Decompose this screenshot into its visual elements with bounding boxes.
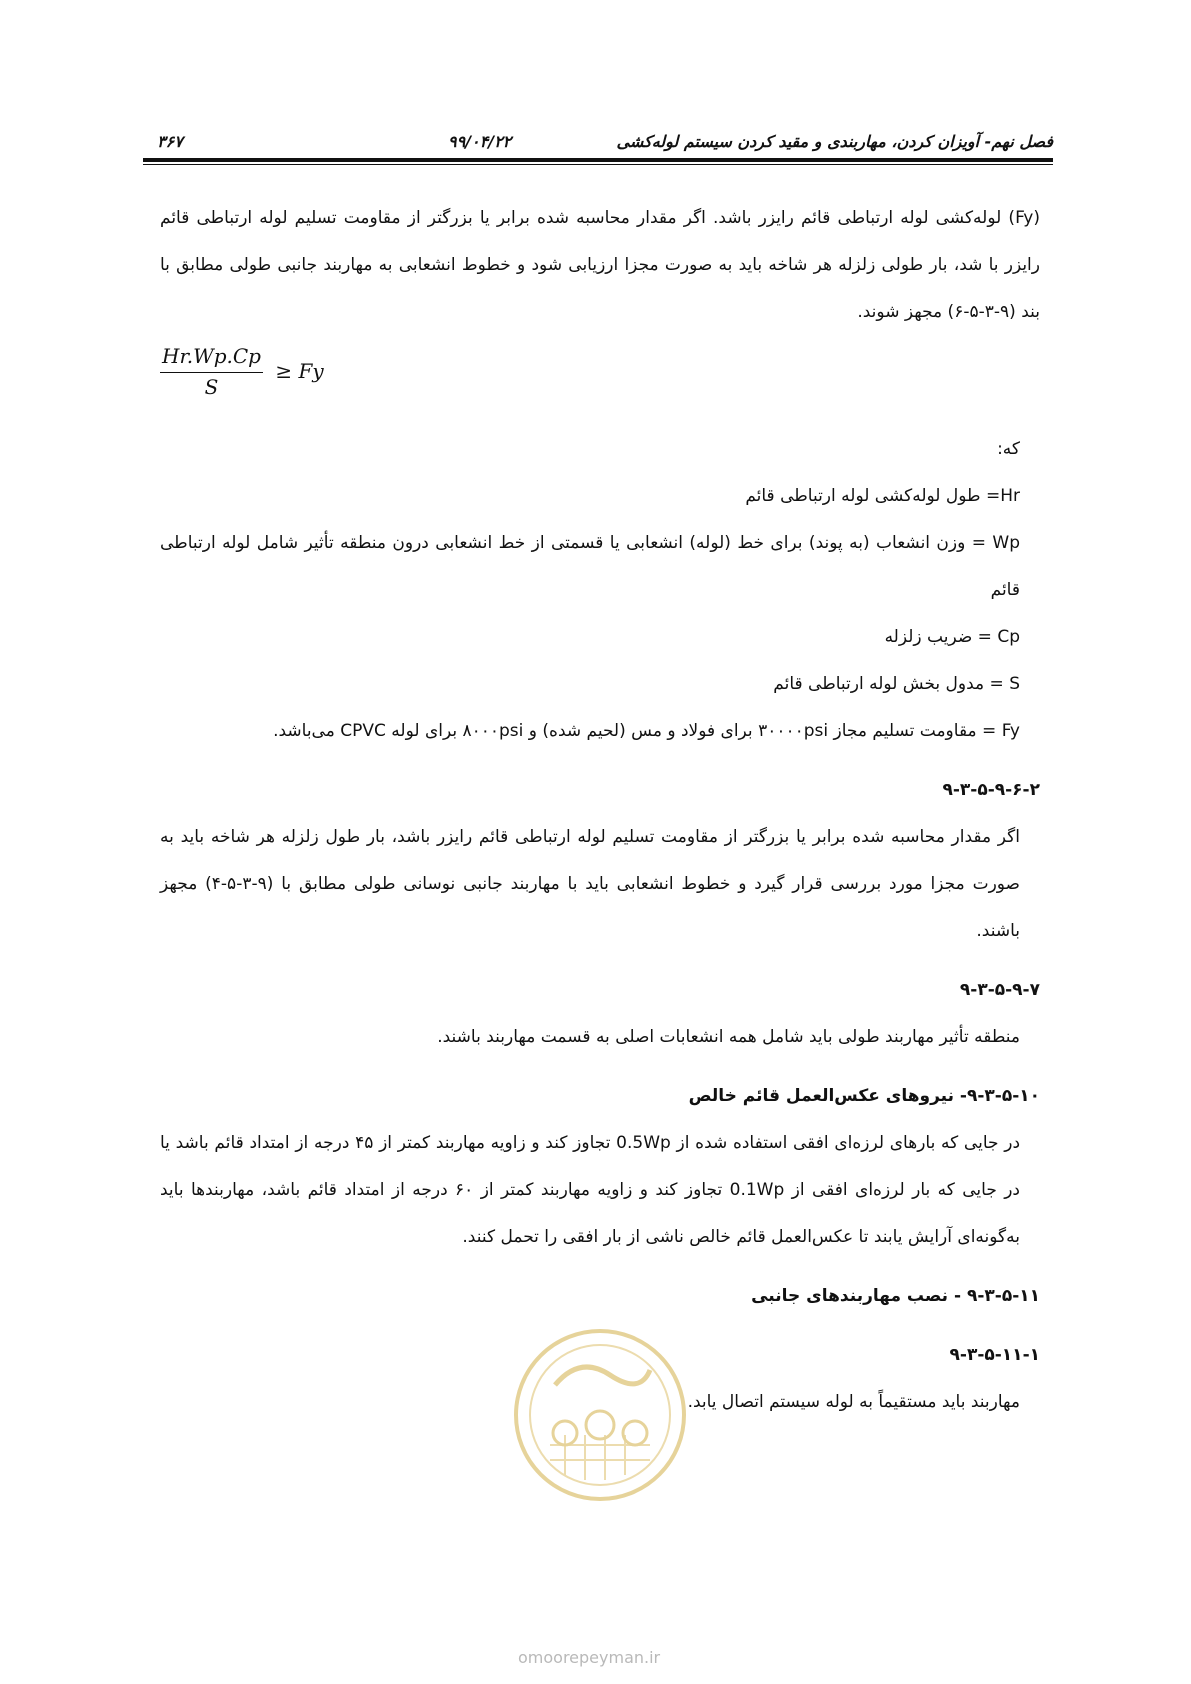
watermark-site: omoorepeyman.ir xyxy=(518,1648,661,1667)
formula-numerator: Hr.Wp.Cp xyxy=(160,342,263,373)
intro-paragraph: (Fy) لوله‌کشی لوله ارتباطی قائم رایزر باشد. اگر مقدار محاسبه شده برابر یا بزرگتر از مقاومت تسلیم لوله ارتباطی قائم رایزر با شد، بار طولی زلزله هر شاخه باید به صورت مجزا ارزیابی شود و خطوط انشعابی به مهاربند جانبی طولی مطابق با بند (۹-۳-۵-۶) مجهز شوند. xyxy=(160,208,1040,322)
header-rule-thin xyxy=(143,164,1053,165)
page-number: ۳۶۷ xyxy=(157,132,183,151)
revision-date: ۹۹/۰۴/۲۲ xyxy=(448,132,512,151)
section-heading: ۹-۳-۵-۹-۷ xyxy=(959,980,1040,1000)
section-paragraph: منطقه تأثیر مهاربند طولی باید شامل همه انشعابات اصلی به قسمت مهاربند باشند. xyxy=(437,1027,1020,1047)
page-header xyxy=(143,128,1053,158)
definition-cp: Cp = ضریب زلزله xyxy=(884,627,1020,647)
section-heading: ۹-۳-۵-۱۰- نیروهای عکس‌العمل قائم خالص xyxy=(688,1086,1040,1106)
formula-relation: ≥ Fy xyxy=(275,359,324,383)
section-heading: ۹-۳-۵-۱۱-۱ xyxy=(949,1345,1040,1365)
definition-fy: Fy = مقاومت تسلیم مجاز ۳۰۰۰۰psi برای فولاد و مس (لحیم شده) و ۸۰۰۰psi برای لوله CPVC می‌باشد. xyxy=(273,721,1020,741)
definition-s: S = مدول بخش لوله ارتباطی قائم xyxy=(773,674,1020,694)
formula xyxy=(160,342,1040,422)
formula-fraction xyxy=(160,342,263,401)
section-paragraph: مهاربند باید مستقیماً به لوله سیستم اتصال یابد. xyxy=(687,1392,1020,1412)
document-body xyxy=(160,195,1040,1426)
watermark-logo-icon xyxy=(510,1325,690,1505)
section-paragraph: اگر مقدار محاسبه شده برابر یا بزرگتر از مقاومت تسلیم لوله ارتباطی قائم رایزر باشد، بار طول زلزله هر شاخه باید به صورت مجزا مورد بررسی قرار گیرد و خطوط انشعابی باید با مهاربند جانبی نوسانی طولی مطابق با (۹-۳-۵-۴) مجهز باشند. xyxy=(160,827,1020,941)
header-rule-thick xyxy=(143,158,1053,162)
where-label: که: xyxy=(997,439,1020,459)
section-heading: ۹-۳-۵-۱۱ - نصب مهاربندهای جانبی xyxy=(751,1286,1040,1306)
definition-wp: Wp = وزن انشعاب (به پوند) برای خط (لوله) انشعابی یا قسمتی از خط انشعابی درون منطقه تأثیر شامل لوله ارتباطی قائم xyxy=(160,533,1020,600)
chapter-title: فصل نهم- آویزان کردن، مهاربندی و مقید کردن سیستم لوله‌کشی xyxy=(616,132,1053,151)
section-paragraph: در جایی که بارهای لرزه‌ای افقی استفاده شده از 0.5Wp تجاوز کند و زاویه مهاربند کمتر از ۴۵ درجه از امتداد قائم باشد یا در جایی که بار لرزه‌ای افقی از 0.1Wp تجاوز کند و زاویه مهاربند کمتر از ۶۰ درجه از امتداد قائم باشد، مهاربندها باید به‌گونه‌ای آرایش یابند تا عکس‌العمل قائم خالص ناشی از بار افقی را تحمل کنند. xyxy=(160,1133,1021,1247)
formula-denominator: S xyxy=(204,375,219,399)
section-heading: ۹-۳-۵-۹-۶-۲ xyxy=(942,780,1040,800)
definition-hr: Hr= طول لوله‌کشی لوله ارتباطی قائم xyxy=(745,486,1020,506)
